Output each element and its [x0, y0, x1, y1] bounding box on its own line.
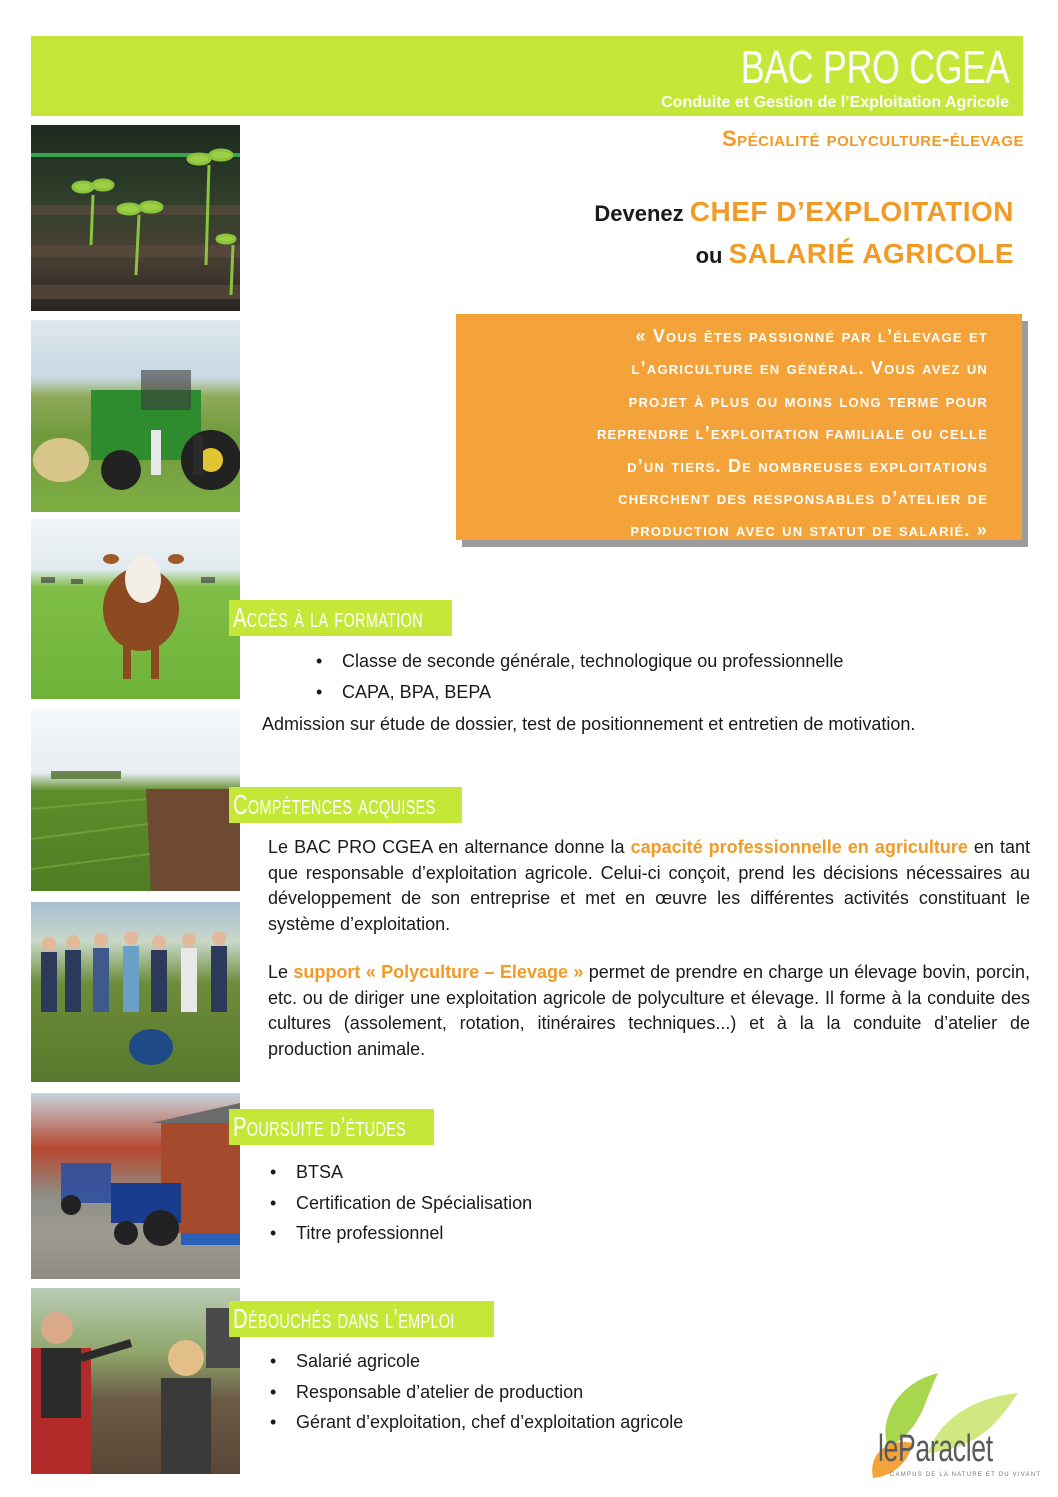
quote-line: l’agriculture en général. Vous avez un: [631, 358, 988, 379]
poursuite-list: [266, 1157, 532, 1249]
paragraph-text: Le BAC PRO CGEA en alternance donne la: [268, 837, 631, 857]
photo-outdoor-discussion: [31, 1288, 240, 1474]
section-header-poursuite: [229, 1109, 434, 1145]
section-header-competences: [229, 787, 462, 823]
highlight-text: support « Polyculture – Elevage »: [293, 962, 584, 982]
quote-line: « Vous êtes passionné par l’élevage et: [635, 326, 988, 346]
section-title-competences: Compétences acquises: [233, 789, 436, 820]
headline-plain-2: ou: [695, 243, 729, 268]
list-item: • Responsable d’atelier de production: [266, 1377, 683, 1408]
photo-students: [31, 902, 240, 1082]
section-title-acces: Accès à la formation: [233, 602, 424, 633]
headline-plain-1: Devenez: [594, 201, 690, 226]
le-paraclet-logo: [868, 1368, 1042, 1486]
section-header-acces: [229, 600, 452, 636]
headline-accent-2: SALARIÉ AGRICOLE: [728, 238, 1014, 269]
photo-tractor: [31, 320, 240, 512]
admission-note: Admission sur étude de dossier, test de positionnement et entretien de motivation.: [262, 714, 916, 734]
list-item: • Salarié agricole: [266, 1346, 683, 1377]
header-banner: [31, 36, 1023, 116]
photo-seedlings: [31, 125, 240, 311]
photo-cow: [31, 519, 240, 699]
headline-accent-1: CHEF D’EXPLOITATION: [689, 196, 1014, 227]
logo-name: leParaclet: [878, 1428, 993, 1470]
paragraph-text: en tant que responsable d’exploitation agricole. Celui-ci conçoit, prend les décisions nécessaires au développement de son entreprise et met en œuvre les différentes activités constituant le système d’exploitation.: [268, 837, 1031, 934]
acces-list: [312, 646, 843, 707]
quote-line: cherchent des responsables d’atelier de: [618, 488, 988, 509]
photo-field: [31, 709, 240, 891]
competences-paragraph-2: [268, 960, 1030, 1062]
quote-box: [456, 314, 1022, 540]
list-item: • Titre professionnel: [266, 1218, 532, 1249]
list-item: • Certification de Spécialisation: [266, 1188, 532, 1219]
list-item: • Gérant d’exploitation, chef d’exploitation agricole: [266, 1407, 683, 1438]
section-title-poursuite: Poursuite d’études: [233, 1111, 407, 1142]
paragraph-text: permet de prendre en charge un élevage bovin, porcin, etc. ou de diriger une exploitation agricole de polyculture et élevage. Il forme à la conduite des cultures (assolement, rotation, itinéraires techniques...) et à la la conduite d’atelier de production animale.: [268, 962, 1030, 1059]
specialite-heading: Spécialité polyculture-élevage: [721, 126, 1024, 151]
section-header-debouches: [229, 1301, 494, 1337]
quote-line: production avec un statut de salarié. »: [630, 520, 988, 541]
headline-line-1: [594, 196, 1014, 228]
quote-line: projet à plus ou moins long terme pour: [628, 390, 988, 411]
page-subtitle: Conduite et Gestion de l’Exploitation Agricole: [661, 94, 1009, 111]
debouches-list: [266, 1346, 683, 1438]
headline-line-2: [696, 238, 1014, 270]
logo-tagline: CAMPUS DE LA NATURE ET DU VIVANT: [890, 1472, 1042, 1478]
list-item: • CAPA, BPA, BEPA: [312, 677, 843, 708]
page-title: BAC PRO CGEA: [740, 41, 1009, 93]
quote-line: reprendre l’exploitation familiale ou celle: [596, 423, 988, 444]
section-title-debouches: Débouchés dans l’emploi: [233, 1303, 455, 1334]
list-item: • BTSA: [266, 1157, 532, 1188]
list-item: • Classe de seconde générale, technologique ou professionnelle: [312, 646, 843, 677]
competences-paragraph-1: [268, 835, 1030, 937]
paragraph-text: Le: [268, 962, 294, 982]
photo-farm-machinery: [31, 1093, 240, 1279]
highlight-text: capacité professionnelle en agriculture: [630, 837, 968, 857]
quote-line: d’un tiers. De nombreuses exploitations: [627, 455, 988, 476]
